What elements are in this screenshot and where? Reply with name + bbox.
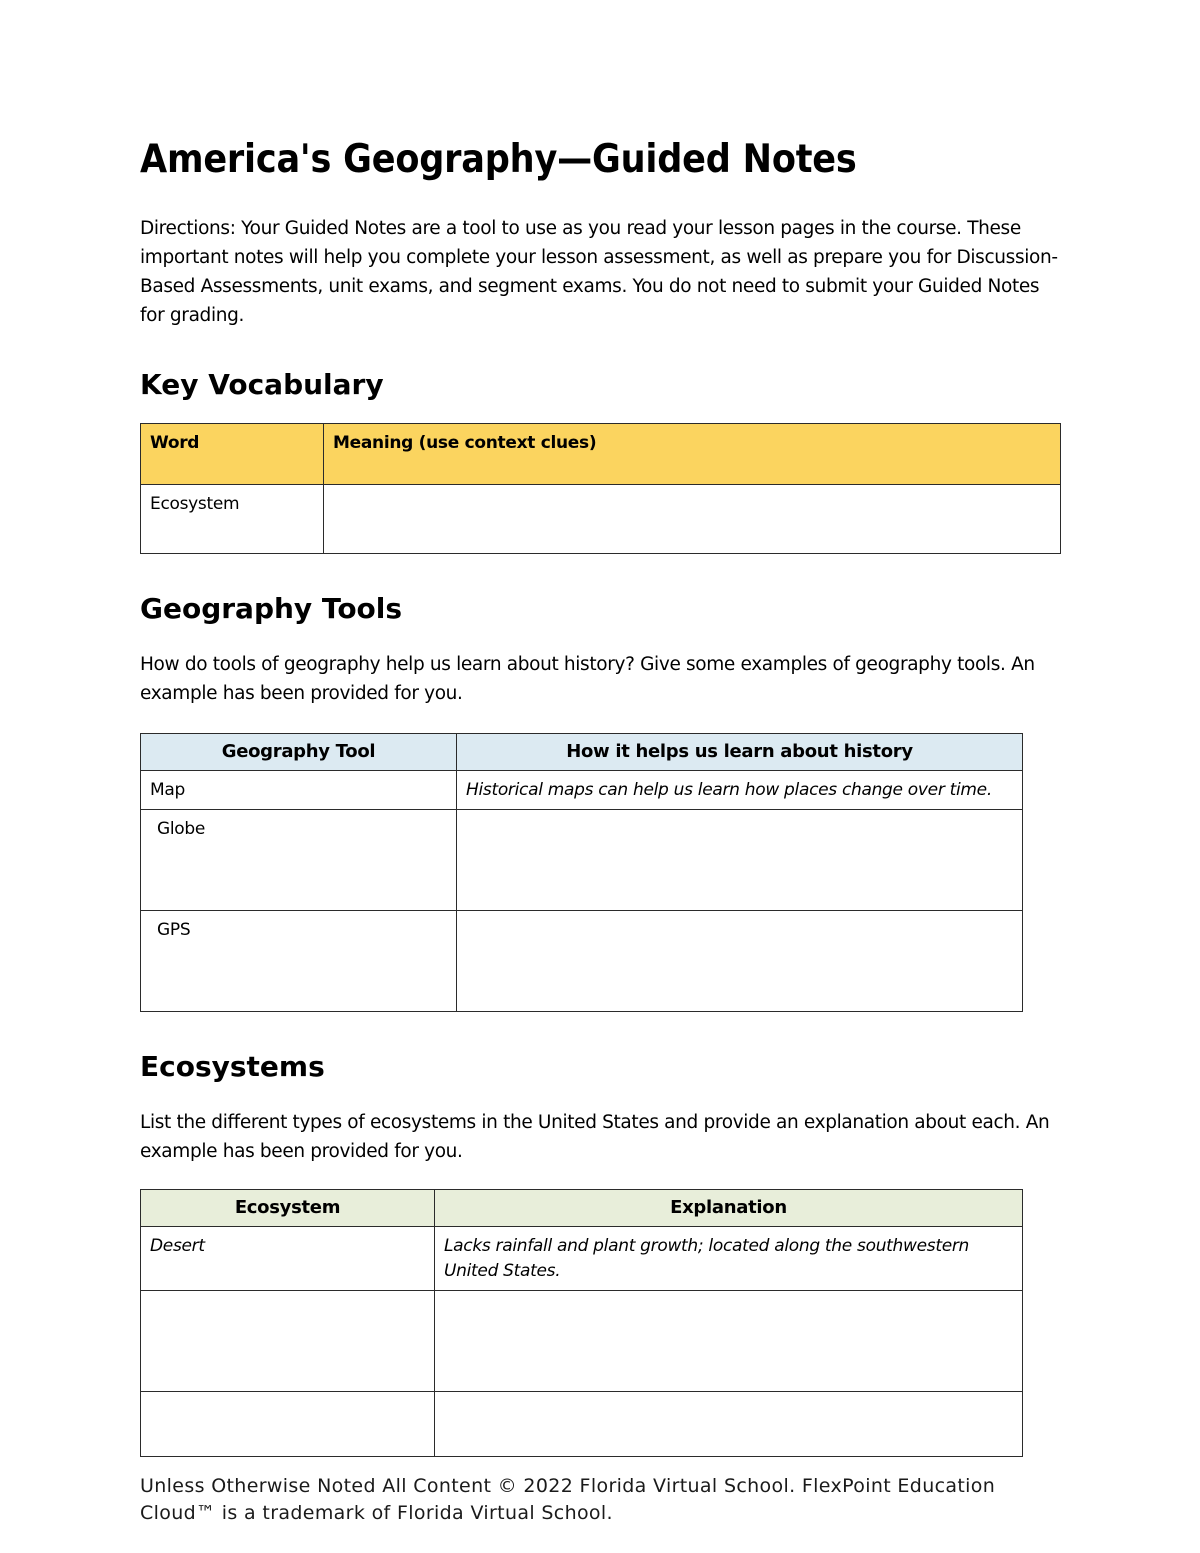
vocab-word-cell: Ecosystem [141,485,324,554]
ecosystems-table [140,1189,1023,1457]
geography-tools-prompt: How do tools of geography help us learn about history? Give some examples of geography tools. An example has been provided for you. [140,653,1035,704]
column-header-word: Word [141,424,324,485]
table-row [141,810,1023,911]
table-header-row [141,733,1023,770]
ecosystem-explanation-cell: Lacks rainfall and plant growth; located along the southwestern United States. [435,1227,1023,1291]
tool-explanation-cell[interactable] [457,810,1023,911]
key-vocabulary-heading: Key Vocabulary [140,368,384,402]
table-row [141,911,1023,1012]
column-header-how-it-helps: How it helps us learn about history [457,733,1023,770]
spacer [140,625,1060,651]
table-row [141,1392,1023,1457]
spacer [140,1083,1060,1109]
column-header-ecosystem: Ecosystem [141,1189,435,1226]
column-header-geography-tool: Geography Tool [141,733,457,770]
geography-tools-table [140,733,1023,1013]
tool-name-cell: Map [141,770,457,810]
table-header-row [141,424,1061,485]
ecosystems-prompt: List the different types of ecosystems in the United States and provide an explanation about each. An example has been provided for you. [140,1112,1050,1163]
table-row [141,1291,1023,1392]
copyright-footer: Unless Otherwise Noted All Content © 2022 Florida Virtual School. FlexPoint Education Cloud™ is a trademark of Florida Virtual School. [140,1475,996,1525]
table-row [141,1227,1023,1291]
ecosystem-name-cell[interactable] [141,1392,435,1457]
vocab-meaning-cell[interactable] [324,485,1061,554]
tool-explanation-cell: Historical maps can help us learn how places change over time. [457,770,1023,810]
column-header-meaning: Meaning (use context clues) [324,424,1061,485]
tool-name-cell: Globe [141,810,457,911]
spacer [140,554,1060,594]
ecosystem-explanation-cell[interactable] [435,1291,1023,1392]
ecosystem-name-cell: Desert [141,1227,435,1291]
geography-tools-heading: Geography Tools [140,592,403,626]
directions-paragraph: Directions: Your Guided Notes are a tool to use as you read your lesson pages in the course. These important notes will help you complete your lesson assessment, as well as prepare you for Discussion-Based Assessments, unit exams, and segment exams. You do not need to submit your Guided Notes for grading. [140,217,1058,326]
ecosystem-name-cell[interactable] [141,1291,435,1392]
spacer [140,330,1060,370]
key-vocabulary-table [140,423,1061,554]
column-header-explanation: Explanation [435,1189,1023,1226]
ecosystem-explanation-cell[interactable] [435,1392,1023,1457]
tool-name-cell: GPS [141,911,457,1012]
table-row [141,485,1061,554]
ecosystems-heading: Ecosystems [140,1050,325,1084]
tool-explanation-cell[interactable] [457,911,1023,1012]
spacer [140,1012,1060,1052]
page-title: America's Geography—Guided Notes [140,137,857,182]
table-header-row [141,1189,1023,1226]
table-row [141,770,1023,810]
